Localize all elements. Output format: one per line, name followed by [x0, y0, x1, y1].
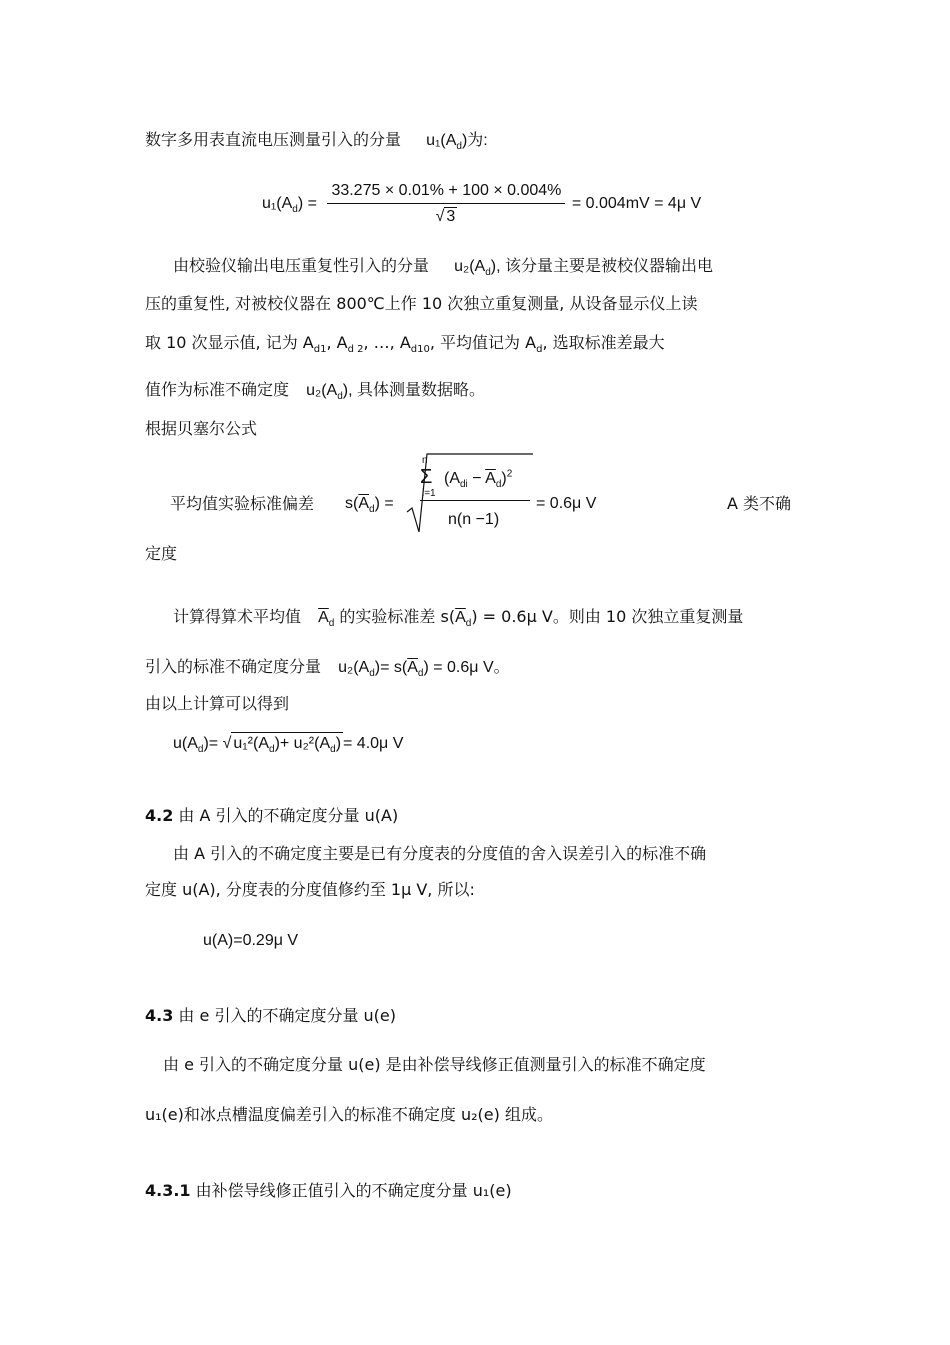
- fraction-bar: [420, 500, 530, 501]
- eq1-numerator: 33.275 × 0.01% + 100 × 0.004%: [327, 182, 565, 204]
- paragraph-u2-line2: 压的重复性, 对被校仪器在 800℃上作 10 次独立重复测量, 从设备显示仪上读: [145, 294, 698, 313]
- type-a-tag-cont: 定度: [145, 544, 178, 563]
- sum-lower: i=1: [422, 488, 436, 499]
- symbol-u2: $u_2(A_d)$, 该分量主要是被校仪器输出电: [454, 258, 714, 279]
- paragraph-4-3-line2: u₁(e)和冰点槽温度偏差引入的标准不确定度 u₂(e) 组成。: [145, 1105, 553, 1124]
- paragraph-mean-std: 计算得算术平均值 $\overline{A}_d$ 的实验标准差 $s(\overline{A}_d) = 0.6\mu$ V。则由 10 次独立重复测量: [173, 607, 744, 630]
- paragraph-u2-result: 引入的标准不确定度分量 $u_2(A_d)= s(\overline{A}_d) = 0.6\mu$ V。: [145, 657, 510, 680]
- paragraph-u2-line3: 取 10 次显示值, 记为 $A_{d1}$, $A_{d 2}$, …, $A_{d10}$, 平均值记为 $A_d$, 选取标准差最大: [145, 333, 665, 356]
- paragraph-combine: 由以上计算可以得到: [145, 694, 290, 713]
- sum-upper: n: [422, 455, 428, 466]
- eq1-rhs: = 0.004mV = 4μ V: [571, 195, 702, 212]
- heading-4-3: 4.3 由 e 引入的不确定度分量 u(e): [145, 1006, 397, 1025]
- equation-combined: $u(A_d)=$ √ $u_1^2(A_d)+ u_2^2(A_d) = 4.0\mu$ V: [173, 732, 403, 755]
- equation-u1: [262, 182, 701, 226]
- sum-sign: Σ: [420, 466, 433, 488]
- equation-uA: u(A)=0.29μ V: [203, 932, 299, 949]
- label-mean-std: 平均值实验标准偏差: [170, 494, 315, 513]
- paragraph-u2-line4: 值作为标准不确定度 $u_2(A_d)$, 具体测量数据略。: [145, 380, 486, 403]
- equation-s-lhs: $s(\overline{A}_d)$ =: [345, 495, 394, 516]
- eq1-denominator: √ 3: [435, 208, 456, 225]
- type-a-tag: A 类不确: [727, 494, 792, 513]
- sum-term: $(A_{di} - \overline{A}_d)^2$: [444, 468, 513, 491]
- paragraph-bessel: 根据贝塞尔公式: [145, 419, 258, 438]
- symbol-u1: $u_1(A_d)$为:: [426, 132, 488, 153]
- paragraph-4-2-line2: 定度 u(A), 分度表的分度值修约至 1μ V, 所以:: [145, 880, 475, 899]
- heading-4-3-1: 4.3.1 由补偿导线修正值引入的不确定度分量 u₁(e): [145, 1181, 512, 1200]
- eq1-lhs: $u_1(A_d)$ =: [262, 195, 317, 216]
- text: 数字多用表直流电压测量引入的分量: [145, 130, 402, 149]
- std-value: = 0.6μ V: [536, 495, 597, 512]
- heading-4-2: 4.2 由 A 引入的不确定度分量 u(A): [145, 806, 399, 825]
- fraction-denominator: n(n −1): [448, 511, 500, 528]
- paragraph-u1-intro: [145, 129, 488, 152]
- paragraph-4-3-line1: 由 e 引入的不确定度分量 u(e) 是由补偿导线修正值测量引入的标准不确定度: [163, 1055, 706, 1074]
- paragraph-4-2-line1: 由 A 引入的不确定度主要是已有分度表的分度值的舍入误差引入的标准不确: [173, 844, 707, 863]
- eq1-fraction: [327, 182, 565, 226]
- paragraph-u2-line1: 由校验仪输出电压重复性引入的分量 $u_2(A_d)$, 该分量主要是被校仪器输出电: [173, 256, 714, 279]
